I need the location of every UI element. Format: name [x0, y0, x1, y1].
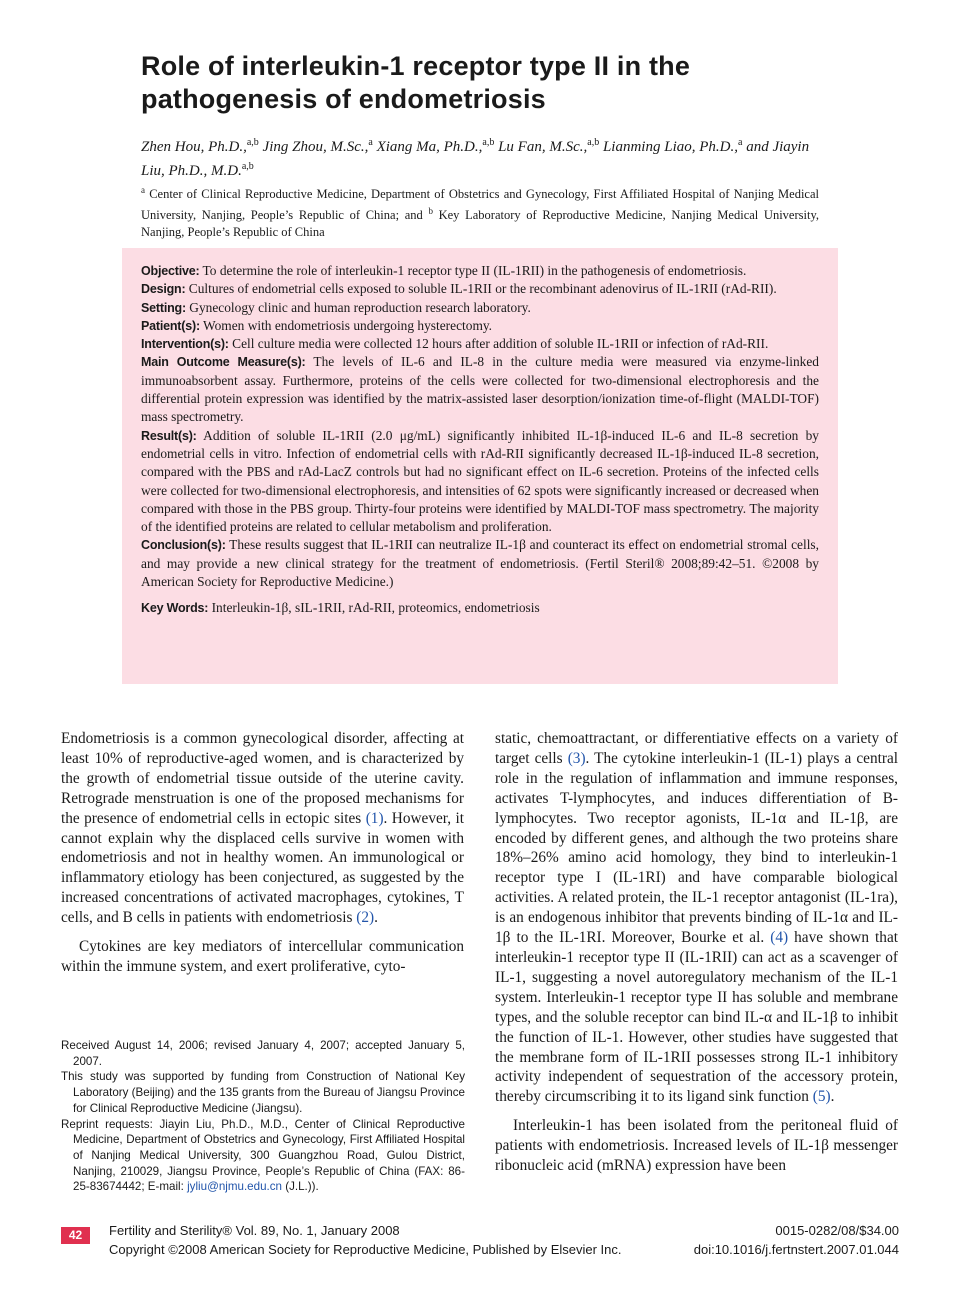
- abstract-text: The levels of IL-6 and IL-8 in the culture media were measured via enzyme-linked immunoabsorbent assay. Furthermore, proteins of the cells were collected for two-dimensional electrophoresis and the differential protein expression was identified by the matrix-assisted laser desorption/ionization time-of-flight (MALDI-TOF) mass spectrometry.: [141, 354, 819, 425]
- article-title: Role of interleukin-1 receptor type II in the pathogenesis of endometriosis: [141, 51, 691, 114]
- abstract-objective: [141, 262, 819, 280]
- price-code: 0015-0282/08/$34.00: [775, 1223, 899, 1238]
- abstract-label: Key Words:: [141, 601, 209, 616]
- reprint-text: Reprint requests: Jiayin Liu, Ph.D., M.D., Center of Clinical Reproductive Medicine, Department of Obstetrics and Gynecology, First Affiliated Hospital of Nanjing Medical University, 300 Guangzhou Road, Gulou District, Nanjing, 210029, Jiangsu Province, People’s Republic of China (FAX: 86-25-83674442; E-mail:: [61, 1117, 465, 1194]
- abstract-label: Objective:: [141, 264, 200, 278]
- author-name: Lu Fan, M.Sc.,: [498, 139, 588, 155]
- affil-marker-b: b: [428, 206, 433, 217]
- affil-marker-a: a: [141, 185, 145, 195]
- abstract-design: [141, 280, 819, 298]
- body-column-right: [495, 729, 898, 1176]
- body-text: Endometriosis is a common gynecological disorder, affecting at least 10% of reproductive-aged women, and is characterized by the growth of endometrial tissue outside of the uterine cavity. Retrograde menstruation is one of the proposed mechanisms for the presence of endometrial cells in ectopic sites: [61, 730, 464, 827]
- body-text: have shown that interleukin-1 receptor type II (IL-1RII) can act as a scavenger of IL-1, suggesting a novel autoregulatory mechanism of the IL-1 system. Interleukin-1 receptor type II has soluble and membrane types, and the soluble receptor can bind IL-α and IL-1β to inhibit the function of IL-1. However, other studies have suggested that the membrane form of IL-1RII possesses strong IL-1 inhibitory activity independent of sequestration of the accessory protein, thereby circumscribing it to its ligand sink function: [495, 929, 898, 1106]
- journal-citation: Fertility and Sterility® Vol. 89, No. 1, January 2008: [109, 1223, 400, 1238]
- abstract-results: [141, 427, 819, 537]
- page-number-badge: 42: [61, 1227, 90, 1244]
- doi-link[interactable]: doi:10.1016/j.fertnstert.2007.01.044: [693, 1242, 899, 1257]
- body-paragraph: [61, 937, 464, 977]
- body-text: .: [374, 909, 378, 927]
- footer-left: [109, 1221, 622, 1259]
- abstract-text: Addition of soluble IL-1RII (2.0 μg/mL) significantly inhibited IL-1β-induced IL-6 and IL-8 secretion by endometrial cells in vitro. Infection of endometrial cells with rAd-RII significantly decreased IL-1β-induced IL-8 secretion, compared with the PBS and rAd-LacZ controls but had no significant effect on IL-6 secretion. Proteins of the infected cells were collected for two-dimensional electrophoresis, and intensities of 62 spots were significantly increased or decreased when compared with those in the PBS group. Thirty-four proteins were identified by MALDI-TOF mass spectrometry. The majority of the identified proteins are related to cellular metabolism and proliferation.: [141, 427, 819, 535]
- body-text: . However, it cannot explain why the displaced cells survive in women with endometriosis and not in healthy women. An immunological or inflammatory etiology has been conjectured, as suggested by the increased concentrations of activated macrophages, cytokines, T cells, and B cells in patients with endometriosis: [61, 809, 464, 927]
- author-affil-marker: a: [737, 137, 743, 148]
- body-paragraph: [495, 1116, 898, 1176]
- abstract-text: These results suggest that IL-1RII can neutralize IL-1β and counteract its effect on endometrial stromal cells, and may provide a new clinical strategy for the treatment of endometriosis. (Fertil Steril® 2008;89:42–51. ©2008 by American Society for Reproductive Medicine.): [141, 537, 819, 590]
- abstract-text: Gynecology clinic and human reproduction research laboratory.: [189, 299, 531, 315]
- abstract-label: Design:: [141, 282, 186, 297]
- affiliation-a: Center of Clinical Reproductive Medicine, Department of Obstetrics and Gynecology, First Affiliated Hospital of Nanjing Medical University, Nanjing, People’s Republic of China; and: [141, 187, 819, 223]
- author-list: [141, 133, 821, 181]
- abstract-text: To determine the role of interleukin-1 receptor type II (IL-1RII) in the pathogenesis of endometriosis.: [202, 263, 747, 278]
- citation-link[interactable]: (1): [365, 809, 384, 827]
- citation-link[interactable]: (4): [770, 929, 789, 947]
- affiliation-b: Key Laboratory of Reproductive Medicine, Nanjing Medical University, Nanjing, People’s Republic of China: [141, 208, 820, 240]
- abstract-setting: [141, 299, 819, 317]
- abstract-text: Cell culture media were collected 12 hours after addition of soluble IL-1RII or infection of rAd-RII.: [232, 336, 769, 352]
- author-name: and Jiayin Liu, Ph.D., M.D.: [141, 139, 810, 179]
- author-name: Lianming Liao, Ph.D.,: [602, 139, 738, 155]
- funding-note: This study was supported by funding from Construction of National Key Laboratory (Beijing) and the 135 grants from the Bureau of Jiangsu Province for Clinical Reproductive Medicine (Jiangsu).: [61, 1070, 465, 1115]
- citation-link[interactable]: (3): [567, 749, 586, 767]
- author-affil-marker: a,b: [587, 137, 600, 148]
- abstract-label: Result(s):: [141, 428, 197, 443]
- abstract-label: Intervention(s):: [141, 337, 229, 352]
- abstract-outcome: [141, 353, 819, 426]
- abstract-patients: [141, 317, 819, 335]
- author-affil-marker: a: [368, 137, 373, 148]
- citation-link[interactable]: (5): [812, 1088, 831, 1106]
- author-name: Xiang Ma, Ph.D.,: [376, 139, 483, 155]
- body-paragraph: [61, 729, 464, 928]
- body-column-left: [61, 729, 464, 977]
- abstract-text: Women with endometriosis undergoing hysterectomy.: [203, 317, 493, 333]
- body-text: Interleukin-1 has been isolated from the peritoneal fluid of patients with endometriosis. Increased levels of IL-1β messenger ribonucleic acid (mRNA) expression have been: [495, 1117, 898, 1175]
- abstract-label: Setting:: [141, 300, 186, 315]
- received-dates: Received August 14, 2006; revised January 4, 2007; accepted January 5, 2007.: [61, 1039, 465, 1068]
- reprint-text: (J.L.)).: [285, 1180, 319, 1194]
- abstract-label: Patient(s):: [141, 318, 200, 333]
- affiliations: [141, 182, 819, 241]
- abstract-box: [122, 248, 838, 684]
- body-text: .: [830, 1088, 835, 1106]
- abstract-interventions: [141, 335, 819, 353]
- body-text: . The cytokine interleukin-1 (IL-1) plays a central role in the regulation of inflammation and immune responses, activates T-lymphocytes, and induces differentiation of B-lymphocytes. Two receptor agonists, IL-1α and IL-1β, are encoded by different genes, and although the two proteins share 18%–26% amino acid homology, they bind to interleukin-1 receptor type I (IL-1RI) and have comparable biological activities. A related protein, the IL-1 receptor antagonist (IL-1ra), is an endogenous inhibitor that prevents binding of IL-1α and IL-1β to the IL-1RI. Moreover, Bourke et al.: [495, 749, 899, 947]
- body-text: Cytokines are key mediators of intercellular communication within the immune system, and exert proliferative, cyto-: [61, 938, 464, 975]
- body-paragraph: [495, 729, 898, 1107]
- footer-right: [694, 1221, 899, 1259]
- abstract-label: Conclusion(s):: [141, 538, 226, 553]
- abstract-conclusions: [141, 536, 819, 591]
- author-affil-marker: a,b: [241, 161, 254, 172]
- citation-link[interactable]: (2): [356, 909, 375, 927]
- abstract-text: Cultures of endometrial cells exposed to soluble IL-1RII or the recombinant adenovirus of IL-1RII (rAd-RII).: [188, 281, 777, 297]
- author-affil-marker: a,b: [246, 137, 259, 148]
- author-name: Jing Zhou, M.Sc.,: [262, 139, 369, 155]
- body-text: static, chemoattractant, or differentiative effects on a variety of target cells: [495, 730, 898, 767]
- abstract-label: Main Outcome Measure(s):: [141, 355, 306, 370]
- abstract-keywords: [141, 599, 819, 617]
- author-affil-marker: a,b: [482, 137, 495, 148]
- keywords-text: Interleukin-1β, sIL-1RII, rAd-RII, proteomics, endometriosis: [211, 600, 540, 616]
- article-notes: [61, 1038, 465, 1195]
- copyright-line: Copyright ©2008 American Society for Reproductive Medicine, Published by Elsevier Inc.: [109, 1242, 622, 1257]
- email-link[interactable]: jyliu@njmu.edu.cn: [187, 1180, 282, 1194]
- author-name: Zhen Hou, Ph.D.,: [141, 139, 247, 155]
- reprint-requests: [61, 1117, 465, 1196]
- page-footer: [61, 1221, 899, 1261]
